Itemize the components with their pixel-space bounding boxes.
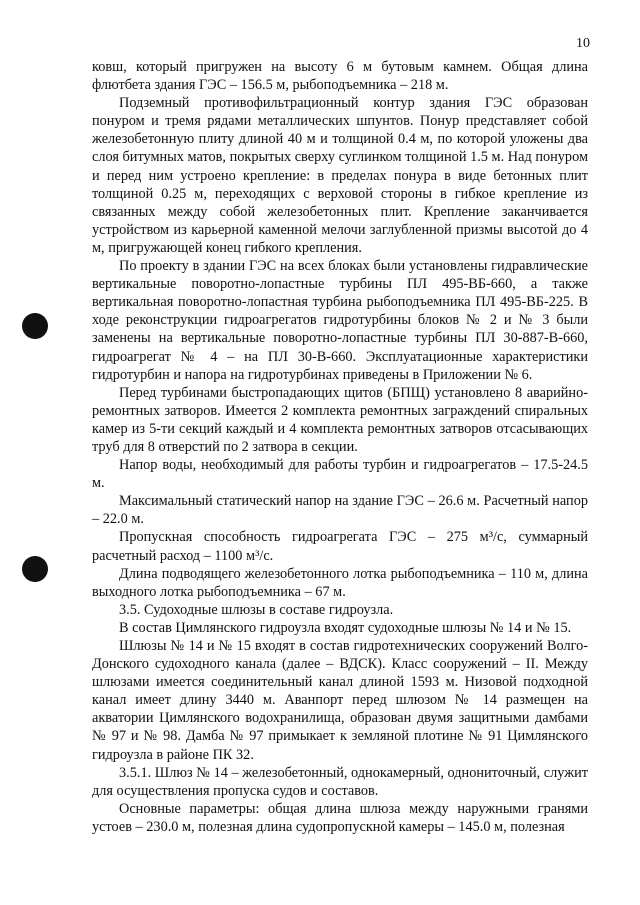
paragraph: Перед турбинами быстропадающих щитов (БПЩ) установлено 8 аварийно-ремонтных затворов. Имеется 2 комплекта ремонтных заграждений спиральных камер из 5-ти секций каждый и 4 комплекта ремонтных затворов отсасывающих труб для 8 отверстий по 2 затвора в секции. xyxy=(92,384,588,455)
binder-hole-mark xyxy=(22,556,48,582)
binder-hole-mark xyxy=(22,313,48,339)
paragraph: Длина подводящего железобетонного лотка рыбоподъемника – 110 м, длина выходного лотка рыбоподъемника – 67 м. xyxy=(92,565,588,600)
paragraph: Напор воды, необходимый для работы турбин и гидроагрегатов – 17.5-24.5 м. xyxy=(92,457,588,492)
paragraph: 3.5.1. Шлюз № 14 – железобетонный, однокамерный, однониточный, служит для осуществления пропуска судов и составов. xyxy=(92,764,588,799)
paragraph: Основные параметры: общая длина шлюза между наружными гранями устоев – 230.0 м, полезная длина судопропускной камеры – 145.0 м, полезная xyxy=(92,800,588,835)
paragraph: Подземный противофильтрационный контур здания ГЭС образован понуром и тремя рядами металлических шпунтов. Понур представляет собой железобетонную плиту длиной 40 м и толщиной 0.4 м, по которой уложены два слоя битумных матов, покрытых сверху суглинком толщиной 1.5 м. Над понуром и перед ним устроено крепление: в пределах понура в виде бетонных плит толщиной 0.25 м, переходящих с верховой стороны в гибкое крепление из связанных между собой железобетонных плит. Крепление заканчивается устройством из карьерной каменной мелочи заглубленной призмы высотой до 4 м, пригружающей конец гибкого крепления. xyxy=(92,95,588,256)
paragraph: Пропускная способность гидроагрегата ГЭС – 275 м³/с, суммарный расчетный расход – 1100 м³/с. xyxy=(92,529,588,564)
section-heading: 3.5. Судоходные шлюзы в составе гидроузла. xyxy=(119,601,394,618)
paragraph: В состав Цимлянского гидроузла входят судоходные шлюзы № 14 и № 15. xyxy=(119,619,572,636)
page-number: 10 xyxy=(576,36,590,51)
paragraph: ковш, который пригружен на высоту 6 м бутовым камнем. Общая длина флютбета здания ГЭС – 156.5 м, рыбоподъемника – 218 м. xyxy=(92,59,588,94)
paragraph: Шлюзы № 14 и № 15 входят в состав гидротехнических сооружений Волго-Донского судоходного канала (далее – ВДСК). Класс сооружений – II. Между шлюзами имеется соединительный канал длиной 1593 м. Низовой подходной канал имеет длину 3440 м. Аванпорт перед шлюзом № 14 размещен на акватории Цимлянского водохранилища, образован двумя защитными дамбами № 97 и № 98. Дамба № 97 примыкает к земляной плотине № 91 Цимлянского гидроузла в районе ПК 32. xyxy=(92,638,588,763)
document-body xyxy=(92,58,588,836)
paragraph: По проекту в здании ГЭС на всех блоках были установлены гидравлические вертикальные поворотно-лопастные турбины ПЛ 495-ВБ-660, а также вертикальная поворотно-лопастная турбина рыбоподъемника ПЛ 495-ВБ-225. В ходе реконструкции гидроагрегатов гидротурбины блоков № 2 и № 3 были заменены на вертикальные поворотно-лопастные турбины ПЛ 30-887-В-660, гидроагрегат № 4 – на ПЛ 30-В-660. Эксплуатационные характеристики гидротурбин и напора на гидротурбинах приведены в Приложении № 6. xyxy=(92,258,588,383)
paragraph: Максимальный статический напор на здание ГЭС – 26.6 м. Расчетный напор – 22.0 м. xyxy=(92,493,588,528)
